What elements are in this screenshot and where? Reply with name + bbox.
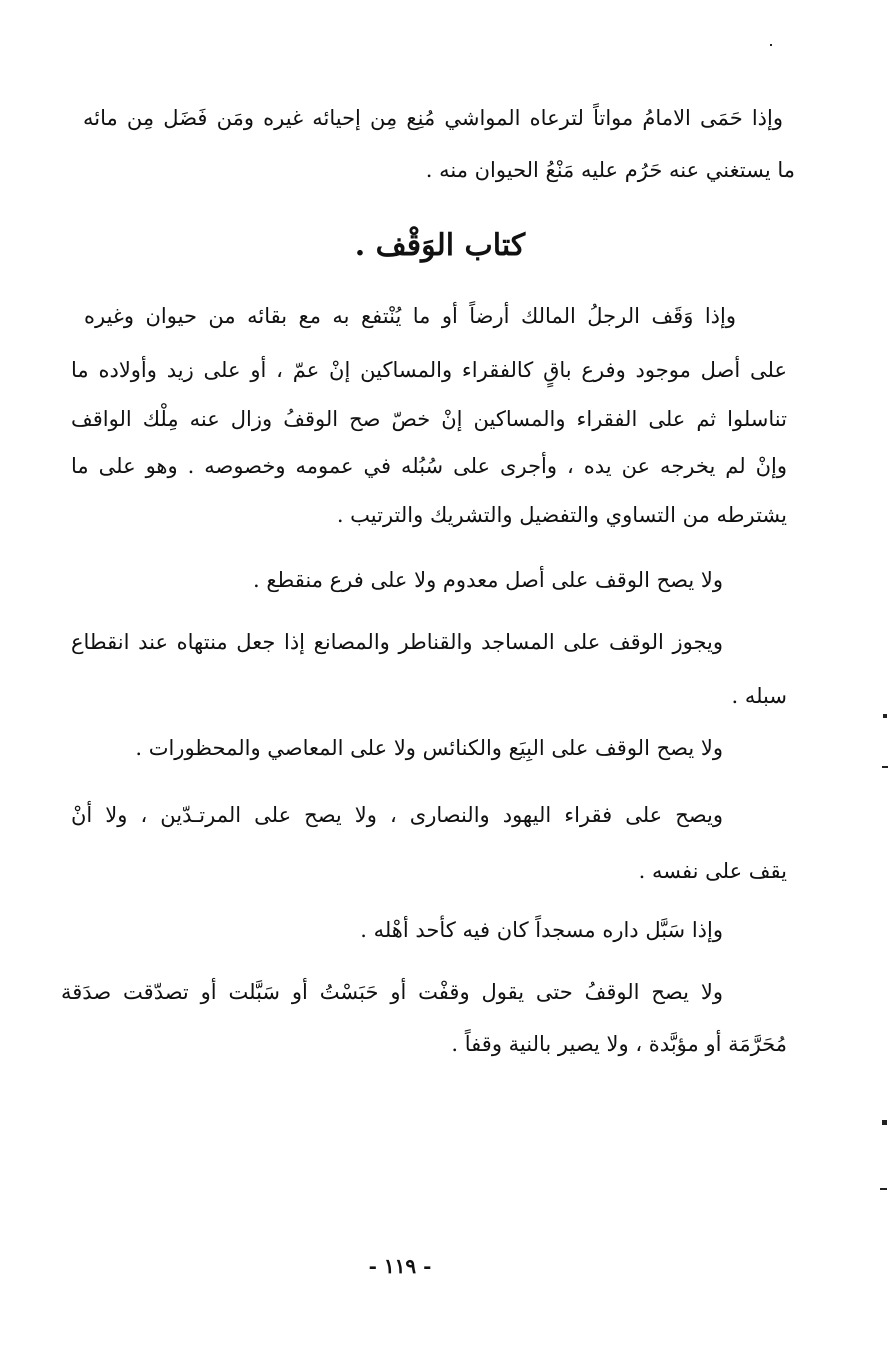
- paragraph-5-line-2: يقف على نفسه .: [638, 859, 787, 883]
- paragraph-2-line-1: ولا يصح الوقف على أصل معدوم ولا على فرع منقطع .: [253, 568, 723, 592]
- paragraph-3-line-2: سبله .: [731, 684, 787, 708]
- top-section-line-1: وإذا حَمَى الامامُ مواتاً لترعاه المواشي مُنِع مِن إحيائه غيره ومَن فَضَل مِن مائه: [83, 106, 783, 130]
- page-number: - ١١٩ -: [368, 1254, 432, 1278]
- paragraph-7-line-2: مُحَرَّمَة أو مؤبَّدة ، ولا يصير بالنية وقفاً .: [451, 1032, 787, 1056]
- scan-speck: [880, 1188, 887, 1190]
- paragraph-4-line-1: ولا يصح الوقف على البِيَع والكنائس ولا على المعاصي والمحظورات .: [135, 736, 723, 760]
- paragraph-6-line-1: وإذا سَبَّل داره مسجداً كان فيه كأحد أهْله .: [360, 918, 723, 942]
- chapter-title: كتاب الوَقْف .: [354, 228, 526, 263]
- top-section-line-2: ما يستغني عنه حَرُم عليه مَنْعُ الحيوان منه .: [425, 158, 795, 182]
- scan-speck: [770, 44, 772, 46]
- paragraph-1-line-1: وإذا وَقَف الرجلُ المالك أرضاً أو ما يُنْتفع به مع بقائه من حيوان وغيره: [84, 304, 736, 328]
- scan-speck: [883, 714, 887, 718]
- paragraph-5-line-1: ويصح على فقراء اليهود والنصارى ، ولا يصح على المرتـدّين ، ولا أنْ: [71, 803, 723, 827]
- scan-speck: [882, 766, 888, 768]
- paragraph-1-line-3: تناسلوا ثم على الفقراء والمساكين إنْ خصّ صح الوقفُ وزال عنه مِلْك الواقف: [71, 407, 787, 431]
- paragraph-1-line-2: على أصل موجود وفرع باقٍ كالفقراء والمساكين إنْ عمّ ، أو على زيد وأولاده ما: [71, 358, 787, 382]
- paragraph-1-line-4: وإنْ لم يخرجه عن يده ، وأجرى على سُبُله في عمومه وخصوصه . وهو على ما: [71, 454, 787, 478]
- paragraph-7-line-1: ولا يصح الوقفُ حتى يقول وقفْت أو حَبَسْتُ أو سَبَّلت أو تصدّقت صدَقة: [61, 980, 723, 1004]
- paragraph-1-line-5: يشترطه من التساوي والتفضيل والتشريك والترتيب .: [336, 503, 787, 527]
- paragraph-3-line-1: ويجوز الوقف على المساجد والقناطر والمصانع إذا جعل منتهاه عند انقطاع: [71, 630, 723, 654]
- scan-speck: [882, 1120, 887, 1125]
